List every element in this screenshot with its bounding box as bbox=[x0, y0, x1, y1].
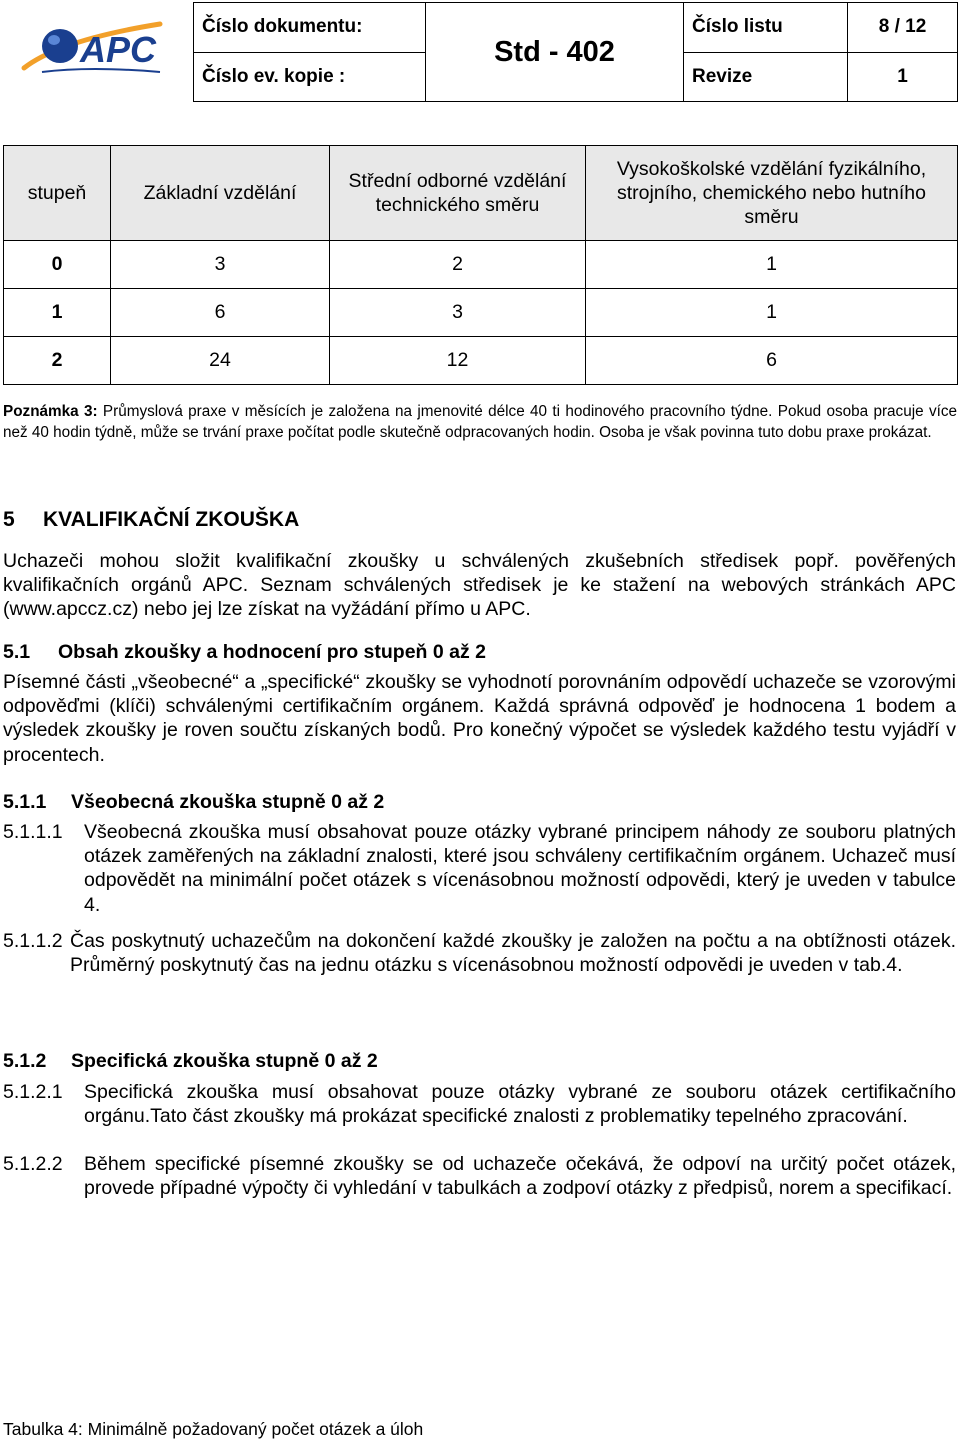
section-5-1-2-heading bbox=[3, 1049, 957, 1073]
item-text: Všeobecná zkouška musí obsahovat pouze otázky vybrané principem náhody ze souboru platných otázek zaměřených na základní znalosti, které jsou schváleny certifikačním orgánem. Uchazeč musí odpovědět na minimální počet otázek s vícenásobnou možností odpovědi, který je uveden v tabulce 4. bbox=[84, 821, 956, 916]
table-4-caption: Tabulka 4: Minimálně požadovaný počet otázek a úloh bbox=[3, 1419, 424, 1439]
table-cell: 1 bbox=[586, 289, 958, 337]
table-cell: 1 bbox=[586, 241, 958, 289]
section-title: Specifická zkouška stupně 0 až 2 bbox=[71, 1050, 378, 1072]
table-row bbox=[4, 337, 958, 385]
section-number: 5.1 bbox=[3, 641, 31, 663]
column-header: Střední odborné vzdělání technického směru bbox=[330, 146, 586, 241]
item-number: 5.1.1.2 bbox=[3, 930, 63, 952]
sheet-number-label: Číslo listu bbox=[684, 3, 848, 53]
revision-value: 1 bbox=[848, 52, 958, 102]
note-text: Průmyslová praxe v měsících je založena na jmenovité délce 40 ti hodinového pracovního týdne. Pokud osoba pracuje více než 40 hodin týdně, může se trvání praxe počítat podle skutečně odpracovaných hodin. Osoba je však povinna tuto dobu praxe prokázat. bbox=[3, 403, 957, 441]
apc-logo bbox=[20, 10, 170, 80]
item-text: Během specifické písemné zkoušky se od uchazeče očekává, že odpoví na určitý počet otázek, provede případné výpočty či vyhledání v tabulkách a zodpoví otázky z předpisů, norem a specifikací. bbox=[84, 1153, 956, 1200]
doc-number-value: Std - 402 bbox=[426, 3, 684, 102]
section-title: KVALIFIKAČNÍ ZKOUŠKA bbox=[43, 508, 300, 531]
table-row bbox=[4, 289, 958, 337]
item-number: 5.1.2.2 bbox=[3, 1153, 63, 1175]
section-title: Všeobecná zkouška stupně 0 až 2 bbox=[71, 791, 385, 813]
experience-table bbox=[3, 145, 958, 385]
sheet-number-value: 8 / 12 bbox=[848, 3, 958, 53]
note-3 bbox=[3, 402, 957, 443]
column-header: Základní vzdělání bbox=[111, 146, 330, 241]
list-item bbox=[3, 1080, 956, 1128]
table-cell: 1 bbox=[4, 289, 111, 337]
revision-label: Revize bbox=[684, 52, 848, 102]
table-cell: 0 bbox=[4, 241, 111, 289]
list-item bbox=[3, 820, 956, 917]
list-item bbox=[3, 929, 956, 977]
table-cell: 2 bbox=[330, 241, 586, 289]
section-5-1-heading bbox=[3, 640, 957, 664]
table-row bbox=[4, 241, 958, 289]
note-label: Poznámka 3: bbox=[3, 403, 98, 420]
section-5-heading bbox=[3, 507, 957, 533]
item-number: 5.1.2.1 bbox=[3, 1081, 63, 1103]
section-number: 5.1.2 bbox=[3, 1050, 47, 1072]
section-number: 5 bbox=[3, 508, 15, 531]
item-number: 5.1.1.1 bbox=[3, 821, 63, 843]
item-text: Čas poskytnutý uchazečům na dokončení každé zkoušky je založen na počtu a na obtížnosti otázek. Průměrný poskytnutý čas na jednu otázku s vícenásobnou možností odpovědi je uveden v tab.4. bbox=[70, 930, 956, 977]
column-header: Vysokoškolské vzdělání fyzikálního, strojního, chemického nebo hutního směru bbox=[586, 146, 958, 241]
doc-number-label: Číslo dokumentu: bbox=[194, 3, 426, 53]
section-5-1-1-heading bbox=[3, 790, 957, 814]
item-text: Specifická zkouška musí obsahovat pouze otázky vybrané ze souboru otázek certifikačního orgánu.Tato část zkoušky má prokázat specifické znalosti z problematiky tepelného zpracování. bbox=[84, 1081, 956, 1128]
table-cell: 2 bbox=[4, 337, 111, 385]
section-title: Obsah zkoušky a hodnocení pro stupeň 0 až 2 bbox=[58, 641, 487, 663]
table-cell: 6 bbox=[586, 337, 958, 385]
logo-wordmark: APC bbox=[80, 29, 157, 70]
table-cell: 12 bbox=[330, 337, 586, 385]
table-cell: 24 bbox=[111, 337, 330, 385]
table-header-row bbox=[4, 146, 958, 241]
list-item bbox=[3, 1152, 956, 1200]
column-header: stupeň bbox=[4, 146, 111, 241]
copy-number-label: Číslo ev. kopie : bbox=[194, 52, 426, 102]
section-5-1-text: Písemné části „všeobecné“ a „specifické“ zkoušky se vyhodnotí porovnáním odpovědí uchazeče se vzorovými odpověďmi (klíči) schválenými certifikačním orgánem. Každá správná odpověď je hodnocena 1 bodem a výsledek zkoušky je roven součtu získaných bodů. Pro konečný výpočet se výsledek každého testu vyjádří v procentech. bbox=[3, 671, 956, 766]
section-5-intro: Uchazeči mohou složit kvalifikační zkoušky u schválených zkušebních středisek popř. pověřených kvalifikačních orgánů APC. Seznam schválených středisek je ke stažení na webových stránkách APC (www.apccz.cz) nebo jej lze získat na vyžádání přímo u APC. bbox=[3, 550, 956, 621]
table-cell: 3 bbox=[111, 241, 330, 289]
document-header bbox=[193, 2, 958, 102]
table-cell: 3 bbox=[330, 289, 586, 337]
section-number: 5.1.1 bbox=[3, 791, 47, 813]
table-cell: 6 bbox=[111, 289, 330, 337]
